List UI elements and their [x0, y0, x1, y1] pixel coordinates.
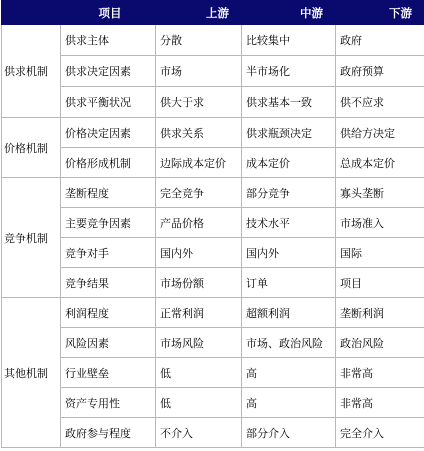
downstream-cell: 非常高 [336, 388, 424, 418]
midstream-cell: 订单 [242, 268, 336, 298]
downstream-cell: 政治风险 [336, 328, 424, 358]
midstream-cell: 比较集中 [242, 25, 336, 56]
downstream-cell: 垄断利润 [336, 298, 424, 328]
header-midstream: 中游 [242, 1, 336, 25]
upstream-cell: 市场份额 [156, 268, 242, 298]
midstream-cell: 部分竞争 [242, 178, 336, 208]
table-row [2, 118, 424, 148]
upstream-cell: 供求关系 [156, 118, 242, 148]
upstream-cell: 分散 [156, 25, 242, 56]
item-cell: 供求决定因素 [61, 56, 156, 87]
upstream-cell: 正常利润 [156, 298, 242, 328]
upstream-cell: 供大于求 [156, 87, 242, 118]
downstream-cell: 供给方决定 [336, 118, 424, 148]
comparison-table [1, 0, 424, 448]
midstream-cell: 供求基本一致 [242, 87, 336, 118]
downstream-cell: 国际 [336, 238, 424, 268]
item-cell: 竞争结果 [61, 268, 156, 298]
header-row [2, 1, 424, 25]
midstream-cell: 超额利润 [242, 298, 336, 328]
midstream-cell: 成本定价 [242, 148, 336, 178]
downstream-cell: 市场准入 [336, 208, 424, 238]
table-row [2, 238, 424, 268]
upstream-cell: 低 [156, 358, 242, 388]
item-cell: 主要竞争因素 [61, 208, 156, 238]
header-item: 项目 [61, 1, 156, 25]
item-cell: 竞争对手 [61, 238, 156, 268]
upstream-cell: 市场 [156, 56, 242, 87]
table-row [2, 178, 424, 208]
item-cell: 价格形成机制 [61, 148, 156, 178]
downstream-cell: 寡头垄断 [336, 178, 424, 208]
item-cell: 风险因素 [61, 328, 156, 358]
table-row [2, 328, 424, 358]
item-cell: 价格决定因素 [61, 118, 156, 148]
table-row [2, 25, 424, 56]
mechanism-label: 竞争机制 [2, 178, 61, 298]
upstream-cell: 市场风险 [156, 328, 242, 358]
item-cell: 供求主体 [61, 25, 156, 56]
header-blank [2, 1, 61, 25]
mechanism-label: 供求机制 [2, 25, 61, 118]
midstream-cell: 国内外 [242, 238, 336, 268]
item-cell: 行业壁垒 [61, 358, 156, 388]
mechanism-label: 其他机制 [2, 298, 61, 448]
midstream-cell: 高 [242, 388, 336, 418]
upstream-cell: 不介入 [156, 418, 242, 448]
header-upstream: 上游 [156, 1, 242, 25]
upstream-cell: 边际成本定价 [156, 148, 242, 178]
midstream-cell: 供求瓶颈决定 [242, 118, 336, 148]
item-cell: 政府参与程度 [61, 418, 156, 448]
mechanism-label: 价格机制 [2, 118, 61, 178]
table-row [2, 148, 424, 178]
table-row [2, 358, 424, 388]
upstream-cell: 完全竞争 [156, 178, 242, 208]
midstream-cell: 技术水平 [242, 208, 336, 238]
table-row [2, 208, 424, 238]
midstream-cell: 半市场化 [242, 56, 336, 87]
table-row [2, 56, 424, 87]
item-cell: 垄断程度 [61, 178, 156, 208]
item-cell: 利润程度 [61, 298, 156, 328]
table-row [2, 268, 424, 298]
downstream-cell: 非常高 [336, 358, 424, 388]
downstream-cell: 总成本定价 [336, 148, 424, 178]
table-row [2, 418, 424, 448]
table-row [2, 388, 424, 418]
item-cell: 资产专用性 [61, 388, 156, 418]
upstream-cell: 产品价格 [156, 208, 242, 238]
item-cell: 供求平衡状况 [61, 87, 156, 118]
upstream-cell: 低 [156, 388, 242, 418]
downstream-cell: 完全介入 [336, 418, 424, 448]
downstream-cell: 供不应求 [336, 87, 424, 118]
header-downstream: 下游 [336, 1, 424, 25]
downstream-cell: 项目 [336, 268, 424, 298]
downstream-cell: 政府预算 [336, 56, 424, 87]
midstream-cell: 高 [242, 358, 336, 388]
upstream-cell: 国内外 [156, 238, 242, 268]
table-row [2, 298, 424, 328]
midstream-cell: 市场、政治风险 [242, 328, 336, 358]
table-row [2, 87, 424, 118]
downstream-cell: 政府 [336, 25, 424, 56]
midstream-cell: 部分介入 [242, 418, 336, 448]
